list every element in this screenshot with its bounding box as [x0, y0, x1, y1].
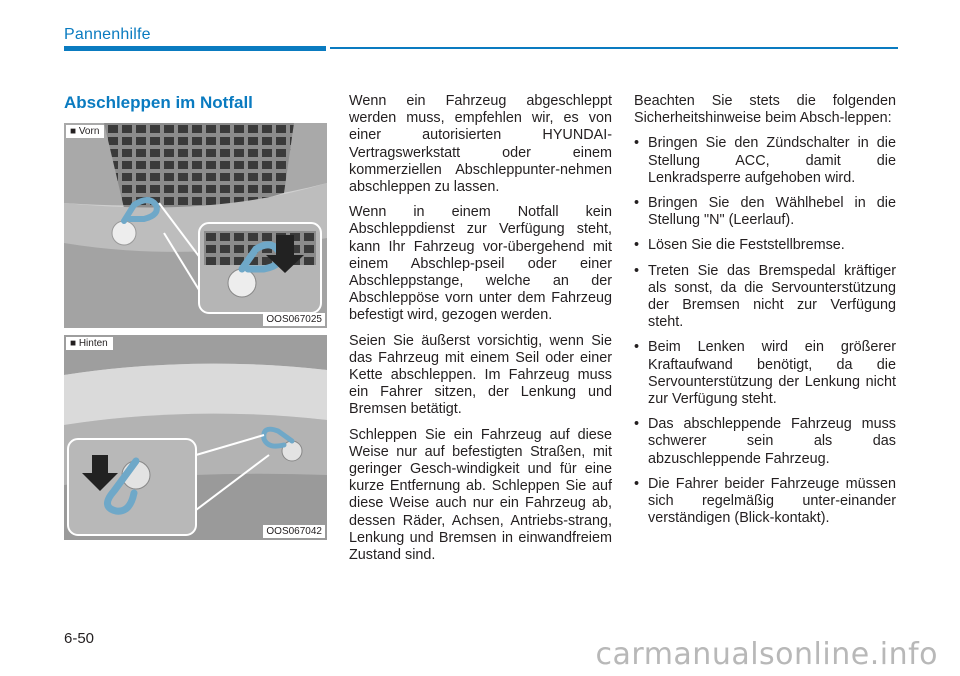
watermark: carmanualsonline.info	[595, 637, 938, 672]
list-item: • Lösen Sie die Feststellbremse.	[634, 237, 896, 254]
section-header: Pannenhilfe	[64, 26, 151, 43]
list-item: • Bringen Sie den Zündschalter in die Stellung ACC, damit die Lenkradsperre aufgehoben wird.	[634, 135, 896, 187]
figure-rear	[64, 335, 327, 540]
paragraph-intro: Beachten Sie stets die folgenden Sicherheitshinweise beim Absch-leppen:	[634, 93, 896, 127]
figure-front	[64, 123, 327, 328]
section-title: Abschleppen im Notfall	[64, 93, 253, 112]
paragraph: Wenn in einem Notfall kein Abschleppdienst zur Verfügung steht, kann Ihr Fahrzeug vor-übergehend mit einem Abschlep-pseil oder einer Abschleppstange, welche an der Abschleppöse vorn unter dem Fahrzeug befestigt wird, gezogen werden.	[349, 204, 612, 324]
paragraph: Schleppen Sie ein Fahrzeug auf diese Weise nur auf befestigten Straßen, mit geringer Gesch-windigkeit und für eine kurze Entfernung ab. Schleppen Sie auf diese Weise auch nur ein Fahrzeug ab, dessen Räder, Achsen, Antriebs-strang, Lenkung und Bremsen in einwandfreiem Zustand sind.	[349, 426, 612, 564]
figure-code: OOS067025	[263, 313, 325, 326]
rear-towing-illustration	[64, 335, 327, 540]
body-column-2	[634, 93, 896, 535]
front-towing-illustration	[64, 123, 327, 328]
body-column-1	[349, 93, 612, 572]
safety-list	[634, 135, 896, 527]
figure-tag: ■ Vorn	[66, 125, 104, 138]
list-item: • Beim Lenken wird ein größerer Kraftaufwand benötigt, da die Servounterstützung der Lenkung nicht zur Verfügung steht.	[634, 339, 896, 408]
page-number: 6-50	[64, 630, 95, 647]
list-item: • Die Fahrer beider Fahrzeuge müssen sich regelmäßig unter-einander verständigen (Blick-kontakt).	[634, 476, 896, 528]
paragraph: Seien Sie äußerst vorsichtig, wenn Sie das Fahrzeug mit einem Seil oder einer Kette abschleppen. Im Fahrzeug muss ein Fahrer sitzen, der Lenkung und Bremsen betätigt.	[349, 332, 612, 418]
header-rule-thin	[330, 47, 898, 49]
list-item: • Das abschleppende Fahrzeug muss schwerer sein als das abzuschleppende Fahrzeug.	[634, 416, 896, 468]
header-rule-thick	[64, 46, 326, 51]
list-item: • Bringen Sie den Wählhebel in die Stellung "N" (Leerlauf).	[634, 195, 896, 229]
paragraph: Wenn ein Fahrzeug abgeschleppt werden muss, empfehlen wir, es von einer autorisierten HYUNDAI-Vertragswerkstatt oder einem kommerziellen Abschleppunter-nehmen abschleppen zu lassen.	[349, 93, 612, 196]
list-item: • Treten Sie das Bremspedal kräftiger als sonst, da die Servounterstützung der Bremsen nicht zur Verfügung steht.	[634, 263, 896, 332]
figure-tag: ■ Hinten	[66, 337, 113, 350]
figure-code: OOS067042	[263, 525, 325, 538]
